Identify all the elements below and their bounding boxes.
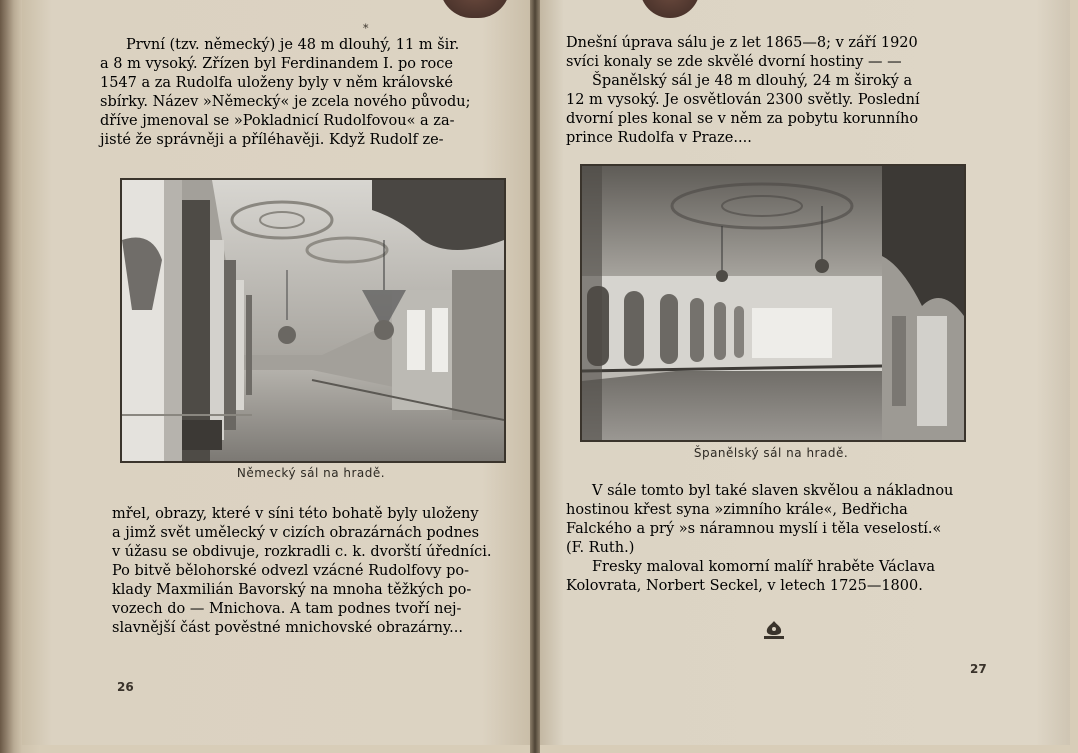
text-line: vozech do — Mnichova. A tam podnes tvoří nej- [112, 601, 462, 617]
text-line: Dnešní úprava sálu je z let 1865—8; v září 1920 [566, 35, 918, 51]
text-line: prince Rudolfa v Praze.... [566, 130, 752, 146]
spanish-hall-photo [580, 164, 966, 442]
text-line: klady Maxmilián Bavorský na mnoha těžkých po- [112, 582, 472, 598]
book-gutter [530, 0, 540, 753]
text-line: (F. Ruth.) [566, 540, 635, 556]
text-line: a jimž svět umělecký v cizích obrazárnách podnes [112, 525, 480, 541]
german-hall-caption: Německý sál na hradě. [236, 466, 386, 480]
text-line: dvorní ples konal se v něm za pobytu korunního [566, 111, 919, 127]
text-line: 12 m vysoký. Je osvětlován 2300 světly. Poslední [566, 92, 920, 108]
text-line: a 8 m vysoký. Zřízen byl Ferdinandem I. po roce [100, 56, 453, 72]
star-mark: * [363, 22, 369, 35]
right-bottom-paragraph [566, 482, 986, 596]
text-line: hostinou křest syna »zimního krále«, Bedřicha [566, 502, 908, 518]
text-line: mřel, obrazy, které v síni této bohatě byly uloženy [112, 506, 479, 522]
german-hall-photo [120, 178, 506, 463]
page-number-left: 26 [117, 680, 134, 694]
text-line: jisté že správněji a příléhavěji. Když Rudolf ze- [100, 132, 444, 148]
spanish-hall-caption: Španělský sál na hradě. [693, 446, 849, 460]
right-top-paragraph [566, 34, 986, 148]
text-line: dříve jmenoval se »Pokladnicí Rudolfovou« a za- [100, 113, 455, 129]
text-line: 1547 a za Rudolfa uloženy byly v něm královské [100, 75, 453, 91]
text-line: Španělský sál je 48 m dlouhý, 24 m široký a [592, 73, 913, 89]
text-line: slavnější část pověstné mnichovské obrazárny... [112, 620, 464, 636]
text-line: svíci konaly se zde skvělé dvorní hostiny — — [566, 54, 902, 70]
text-line: sbírky. Název »Německý« je zcela nového původu; [100, 94, 471, 110]
page-number-right: 27 [970, 662, 987, 676]
left-top-paragraph [100, 36, 500, 150]
text-line: v úžasu se obdivuje, rozkradli c. k. dvorští úředníci. [112, 544, 492, 560]
text-line: V sále tomto byl také slaven skvělou a nákladnou [592, 483, 954, 499]
text-line: Kolovrata, Norbert Seckel, v letech 1725—1800. [566, 578, 923, 594]
text-line: První (tzv. německý) je 48 m dlouhý, 11 m šir. [126, 37, 460, 53]
text-line: Falckého a prý »s náramnou myslí i těla veselostí.« [566, 521, 942, 537]
text-line: Fresky maloval komorní malíř hraběte Václava [592, 559, 935, 575]
left-bottom-paragraph [112, 505, 514, 638]
text-line: Po bitvě bělohorské odvezl vzácné Rudolfovy po- [112, 563, 469, 579]
ornament-icon [762, 619, 786, 641]
